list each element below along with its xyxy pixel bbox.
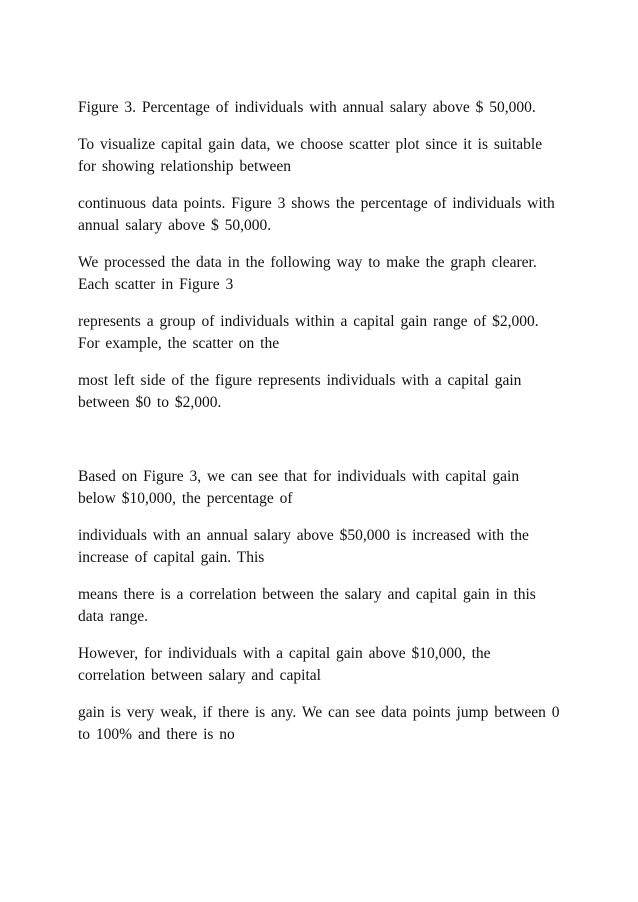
paragraph: Based on Figure 3, we can see that for individuals with capital gain below $10,000, the percentage of xyxy=(78,468,520,507)
paragraph: However, for individuals with a capital gain above $10,000, the correlation between salary and capital xyxy=(78,645,491,684)
paragraph: We processed the data in the following way to make the graph clearer. Each scatter in Figure 3 xyxy=(78,254,537,293)
paragraph: individuals with an annual salary above $50,000 is increased with the increase of capital gain. This xyxy=(78,527,529,566)
paragraph: continuous data points. Figure 3 shows the percentage of individuals with annual salary above $ 50,000. xyxy=(78,195,555,234)
paragraph: means there is a correlation between the salary and capital gain in this data range. xyxy=(78,586,536,625)
section-gap xyxy=(78,429,560,466)
paragraph: represents a group of individuals within a capital gain range of $2,000. For example, the scatter on the xyxy=(78,313,539,352)
paragraph: To visualize capital gain data, we choose scatter plot since it is suitable for showing relationship between xyxy=(78,136,543,175)
document-page xyxy=(78,97,560,761)
paragraph: gain is very weak, if there is any. We can see data points jump between 0 to 100% and there is no xyxy=(78,704,560,743)
figure-caption: Figure 3. Percentage of individuals with annual salary above $ 50,000. xyxy=(78,99,536,116)
paragraph: most left side of the figure represents individuals with a capital gain between $0 to $2,000. xyxy=(78,372,522,411)
